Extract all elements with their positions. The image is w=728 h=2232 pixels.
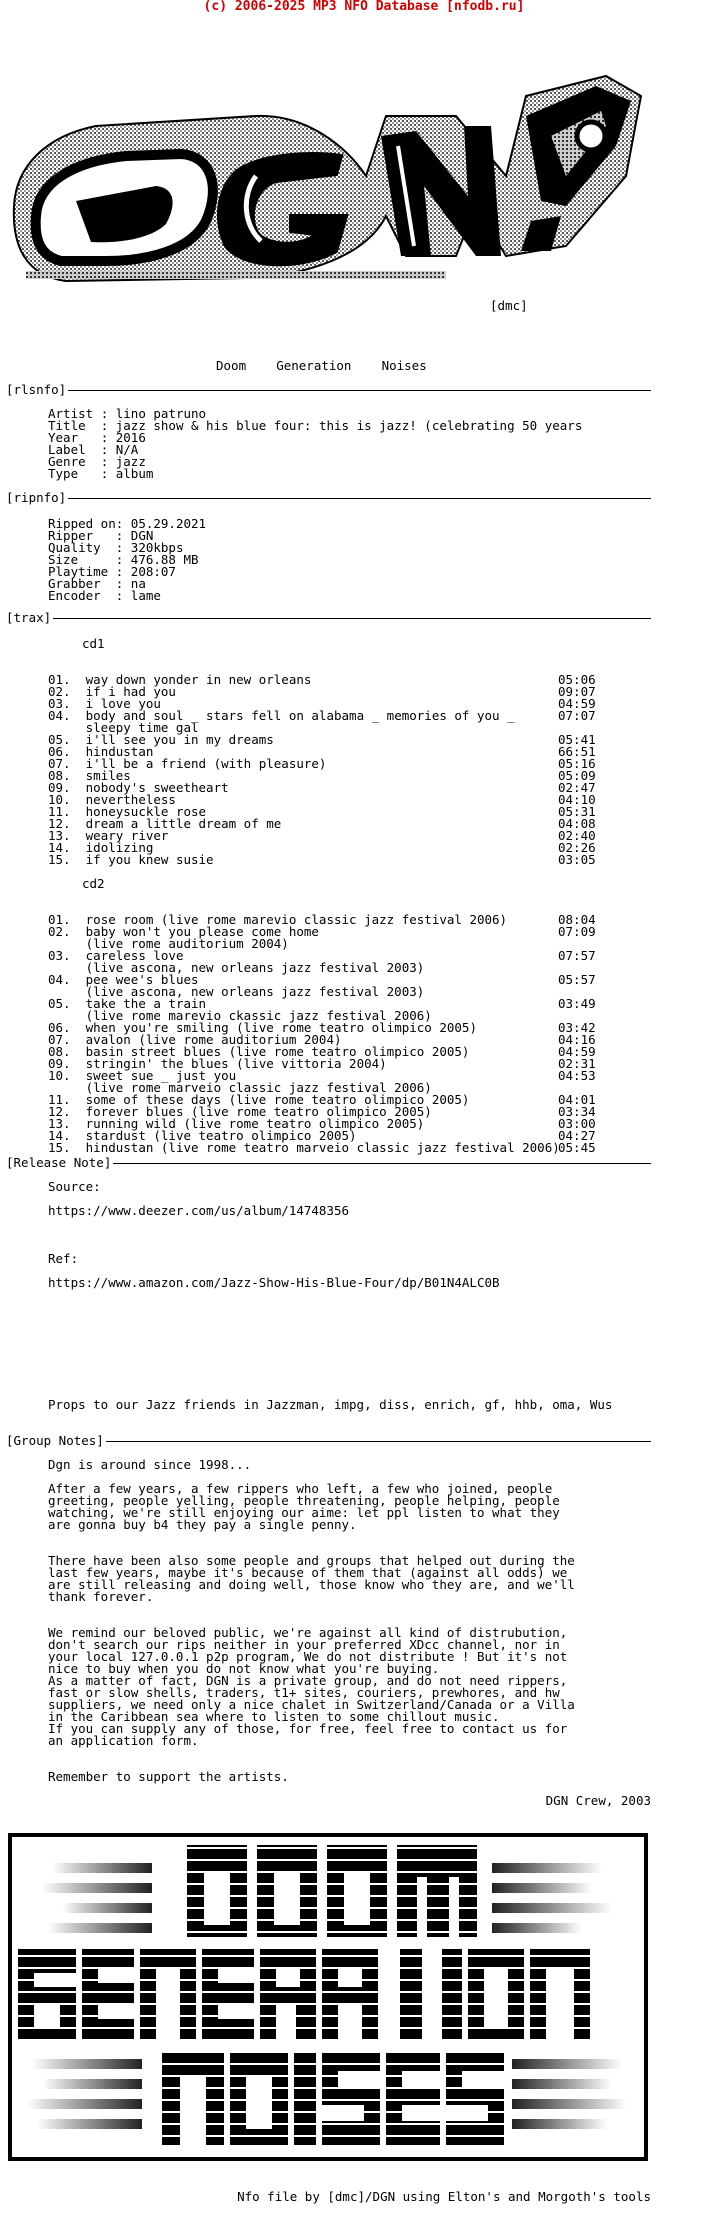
track-title: stardust (live teatro olimpico 2005) xyxy=(85,1128,357,1143)
track-duration: 07:09 xyxy=(558,924,596,939)
track-title: if you knew susie xyxy=(85,852,214,867)
source-label: Source: xyxy=(48,1179,101,1194)
track-title: sweet sue _ just you xyxy=(85,1068,237,1083)
track-title: when you're smiling (live rome teatro olimpico 2005) xyxy=(85,1020,477,1035)
track-row xyxy=(48,758,608,770)
track-title: i'll see you in my dreams xyxy=(85,732,274,747)
track-duration: 05:06 xyxy=(558,672,596,687)
group-note-paragraph: Dgn is around since 1998... xyxy=(48,1457,252,1472)
field-row: Label : N/A xyxy=(48,442,139,457)
track-number: 06. xyxy=(48,1020,86,1035)
field-key: Grabber xyxy=(48,576,116,591)
track-title: take the a train xyxy=(85,996,207,1011)
field-key: Type xyxy=(48,466,101,481)
track-number: 11. xyxy=(48,1092,86,1107)
track-duration: 04:59 xyxy=(558,696,596,711)
track-title: body and soul _ stars fell on alabama _ memories of you _ xyxy=(85,708,515,723)
field-key: Artist xyxy=(48,406,101,421)
field-row: Quality : 320kbps xyxy=(48,540,184,555)
track-duration: 04:27 xyxy=(558,1128,596,1143)
track-number: 13. xyxy=(48,828,86,843)
track-number: 12. xyxy=(48,1104,86,1119)
source-url[interactable]: https://www.deezer.com/us/album/14748356 xyxy=(48,1203,350,1218)
track-number: 06. xyxy=(48,744,86,759)
field-key: Ripped on xyxy=(48,516,116,531)
track-title: i love you xyxy=(85,696,161,711)
track-title: smiles xyxy=(85,768,131,783)
track-duration: 05:41 xyxy=(558,732,596,747)
track-number: 10. xyxy=(48,792,86,807)
track-row xyxy=(48,998,608,1010)
field-value: 320kbps xyxy=(130,540,184,555)
field-value: 476.88 MB xyxy=(130,552,199,567)
track-title: weary river xyxy=(85,828,169,843)
track-number: 14. xyxy=(48,840,86,855)
field-row: Genre : jazz xyxy=(48,454,146,469)
track-number: 11. xyxy=(48,804,86,819)
track-number: 13. xyxy=(48,1116,86,1131)
field-key: Label xyxy=(48,442,101,457)
ripnfo-header: [ripnfo] xyxy=(6,490,67,505)
track-duration: 02:40 xyxy=(558,828,596,843)
track-row xyxy=(48,950,608,962)
field-row: Title : jazz show & his blue four: this is jazz! (celebrating 50 years xyxy=(48,418,583,433)
track-duration: 08:04 xyxy=(558,912,596,927)
field-key: Playtime xyxy=(48,564,116,579)
tracklist xyxy=(48,638,608,1166)
track-title-continued: sleepy time gal xyxy=(48,720,199,735)
track-title: dream a little dream of me xyxy=(85,816,282,831)
field-key: Size xyxy=(48,552,116,567)
track-duration: 07:57 xyxy=(558,948,596,963)
track-title-continued: (live rome marevio ckassic jazz festival 2006) xyxy=(48,1008,432,1023)
track-duration: 04:59 xyxy=(558,1044,596,1059)
track-title: pee wee's blues xyxy=(85,972,199,987)
field-value: album xyxy=(115,466,154,481)
track-title-continued: (live rome marveio classic jazz festival 2006) xyxy=(48,1080,432,1095)
field-key: Genre xyxy=(48,454,101,469)
field-value: jazz show & his blue four: this is jazz! (celebrating 50 years xyxy=(115,418,583,433)
track-number: 05. xyxy=(48,996,86,1011)
logo-credit: [dmc] xyxy=(490,298,528,313)
track-title: stringin' the blues (live vittoria 2004) xyxy=(85,1056,387,1071)
trax-header: [trax] xyxy=(6,610,52,625)
field-value: lame xyxy=(130,588,161,603)
field-row: Encoder : lame xyxy=(48,588,161,603)
rlsnfo-header: [rlsnfo] xyxy=(6,382,67,397)
track-number: 09. xyxy=(48,780,86,795)
field-value: DGN xyxy=(130,528,154,543)
track-title: way down yonder in new orleans xyxy=(85,672,312,687)
field-row: Artist : lino patruno xyxy=(48,406,207,421)
ripnfo-fields xyxy=(48,518,206,602)
track-duration: 03:05 xyxy=(558,852,596,867)
track-title: basin street blues (live rome teatro olimpico 2005) xyxy=(85,1044,470,1059)
dgn-logo xyxy=(6,56,646,296)
field-row: Year : 2016 xyxy=(48,430,146,445)
track-duration: 02:31 xyxy=(558,1056,596,1071)
track-number: 01. xyxy=(48,672,86,687)
disc-label: cd1 xyxy=(82,636,105,651)
track-number: 08. xyxy=(48,1044,86,1059)
disc-label: cd2 xyxy=(82,876,105,891)
props-text: Props to our Jazz friends in Jazzman, impg, diss, enrich, gf, hhb, oma, Wus xyxy=(48,1397,613,1412)
track-number: 03. xyxy=(48,696,86,711)
track-title: i'll be a friend (with pleasure) xyxy=(85,756,327,771)
rlsnfo-fields xyxy=(48,408,582,480)
page-title: Doom Generation Noises xyxy=(216,358,427,373)
group-signature: DGN Crew, 2003 xyxy=(545,1793,651,1808)
track-row xyxy=(48,1142,608,1154)
track-duration: 05:16 xyxy=(558,756,596,771)
track-number: 12. xyxy=(48,816,86,831)
track-duration: 02:26 xyxy=(558,840,596,855)
track-title: nobody's sweetheart xyxy=(85,780,229,795)
track-number: 09. xyxy=(48,1056,86,1071)
track-duration: 04:16 xyxy=(558,1032,596,1047)
track-duration: 07:07 xyxy=(558,708,596,723)
field-row: Ripper : DGN xyxy=(48,528,154,543)
field-key: Encoder xyxy=(48,588,116,603)
track-title: running wild (live rome teatro olimpico 2005) xyxy=(85,1116,425,1131)
track-row xyxy=(48,854,608,866)
track-title: some of these days (live rome teatro olimpico 2005) xyxy=(85,1092,470,1107)
track-number: 04. xyxy=(48,708,86,723)
track-duration: 05:45 xyxy=(558,1140,596,1155)
track-title-continued: (live ascona, new orleans jazz festival 2003) xyxy=(48,960,425,975)
track-duration: 66:51 xyxy=(558,744,596,759)
field-value: 208:07 xyxy=(130,564,176,579)
track-title: nevertheless xyxy=(85,792,176,807)
track-title: rose room (live rome marevio classic jazz festival 2006) xyxy=(85,912,508,927)
field-key: Year xyxy=(48,430,101,445)
track-title: idolizing xyxy=(85,840,154,855)
track-row xyxy=(48,1070,608,1082)
field-key: Title xyxy=(48,418,101,433)
track-title: baby won't you please come home xyxy=(85,924,319,939)
track-duration: 03:49 xyxy=(558,996,596,1011)
track-number: 03. xyxy=(48,948,86,963)
track-duration: 04:53 xyxy=(558,1068,596,1083)
doom-generation-noises-banner xyxy=(8,1833,648,2161)
field-key: Ripper xyxy=(48,528,116,543)
field-row: Playtime : 208:07 xyxy=(48,564,176,579)
track-number: 02. xyxy=(48,684,86,699)
track-title: honeysuckle rose xyxy=(85,804,207,819)
release-note-header: [Release Note] xyxy=(6,1155,112,1170)
track-duration: 04:01 xyxy=(558,1092,596,1107)
nfodb-header-link[interactable] xyxy=(0,0,728,13)
field-value: jazz xyxy=(115,454,146,469)
section-divider xyxy=(6,498,651,499)
track-number: 02. xyxy=(48,924,86,939)
field-row: Size : 476.88 MB xyxy=(48,552,199,567)
track-number: 07. xyxy=(48,756,86,771)
track-duration: 05:09 xyxy=(558,768,596,783)
track-number: 04. xyxy=(48,972,86,987)
track-number: 15. xyxy=(48,1140,86,1155)
track-duration: 04:08 xyxy=(558,816,596,831)
section-divider xyxy=(6,390,651,391)
track-number: 05. xyxy=(48,732,86,747)
track-duration: 02:47 xyxy=(558,780,596,795)
group-note-paragraph: We remind our beloved public, we're against all kind of distrubution, don't search our rips neither in your preferred XDcc channel, nor in your local 127.0.0.1 p2p program, We do not distribute ! But it's not nice to buy when you do not know what you're buying. As a matter of fact, DGN is a private group, and do not need rippers, fast or slow shells, traders, t1+ sites, couriers, prewhores, and hw suppliers, we need only a nice chalet in Switzerland/Canada or a Villa in the Caribbean sea where to listen to some chillout music. If you can supply any of those, for free, feel free to contact us for an application form. xyxy=(48,1625,575,1748)
field-key: Quality xyxy=(48,540,116,555)
track-number: 07. xyxy=(48,1032,86,1047)
track-number: 01. xyxy=(48,912,86,927)
group-notes-header: [Group Notes] xyxy=(6,1433,104,1448)
field-row: Type : album xyxy=(48,466,154,481)
track-row xyxy=(48,710,608,722)
nfo-footer: Nfo file by [dmc]/DGN using Elton's and Morgoth's tools xyxy=(237,2189,651,2204)
track-duration: 05:31 xyxy=(558,804,596,819)
track-number: 10. xyxy=(48,1068,86,1083)
track-number: 15. xyxy=(48,852,86,867)
track-duration: 05:57 xyxy=(558,972,596,987)
track-row xyxy=(48,974,608,986)
track-title: hindustan (live rome teatro marveio classic jazz festival 2006) xyxy=(85,1140,560,1155)
group-note-paragraph: There have been also some people and groups that helped out during the last few years, maybe it's because of them that (against all odds) we are still releasing and doing well, those know who they are, and we'll thank forever. xyxy=(48,1553,575,1604)
field-row: Ripped on: 05.29.2021 xyxy=(48,516,207,531)
track-duration: 03:42 xyxy=(558,1020,596,1035)
track-title: if i had you xyxy=(85,684,176,699)
section-divider xyxy=(6,618,651,619)
track-row xyxy=(48,926,608,938)
track-title-continued: (live ascona, new orleans jazz festival 2003) xyxy=(48,984,425,999)
track-duration: 04:10 xyxy=(558,792,596,807)
ref-label: Ref: xyxy=(48,1251,79,1266)
field-value: N/A xyxy=(115,442,139,457)
track-duration: 03:34 xyxy=(558,1104,596,1119)
track-number: 14. xyxy=(48,1128,86,1143)
nfodb-link[interactable]: (c) 2006-2025 MP3 NFO Database [nfodb.ru] xyxy=(203,0,525,14)
field-value: 2016 xyxy=(115,430,146,445)
track-duration: 03:00 xyxy=(558,1116,596,1131)
track-title: hindustan xyxy=(85,744,154,759)
track-duration: 09:07 xyxy=(558,684,596,699)
group-note-paragraph: After a few years, a few rippers who left, a few who joined, people greeting, people yelling, people threatening, people helping, people watching, we're still enjoying our aime: let ppl listen to what they are gonna buy b4 they pay a single penny. xyxy=(48,1481,560,1532)
field-value: na xyxy=(130,576,146,591)
track-title: forever blues (live rome teatro olimpico 2005) xyxy=(85,1104,432,1119)
field-value: 05.29.2021 xyxy=(130,516,207,531)
field-row: Grabber : na xyxy=(48,576,146,591)
field-value: lino patruno xyxy=(115,406,207,421)
track-title: careless love xyxy=(85,948,184,963)
track-number: 08. xyxy=(48,768,86,783)
ref-url[interactable]: https://www.amazon.com/Jazz-Show-His-Blue-Four/dp/B01N4ALC0B xyxy=(48,1275,500,1290)
banner-art xyxy=(12,1837,644,2157)
group-note-paragraph: Remember to support the artists. xyxy=(48,1769,289,1784)
track-title-continued: (live rome auditorium 2004) xyxy=(48,936,289,951)
track-title: avalon (live rome auditorium 2004) xyxy=(85,1032,342,1047)
